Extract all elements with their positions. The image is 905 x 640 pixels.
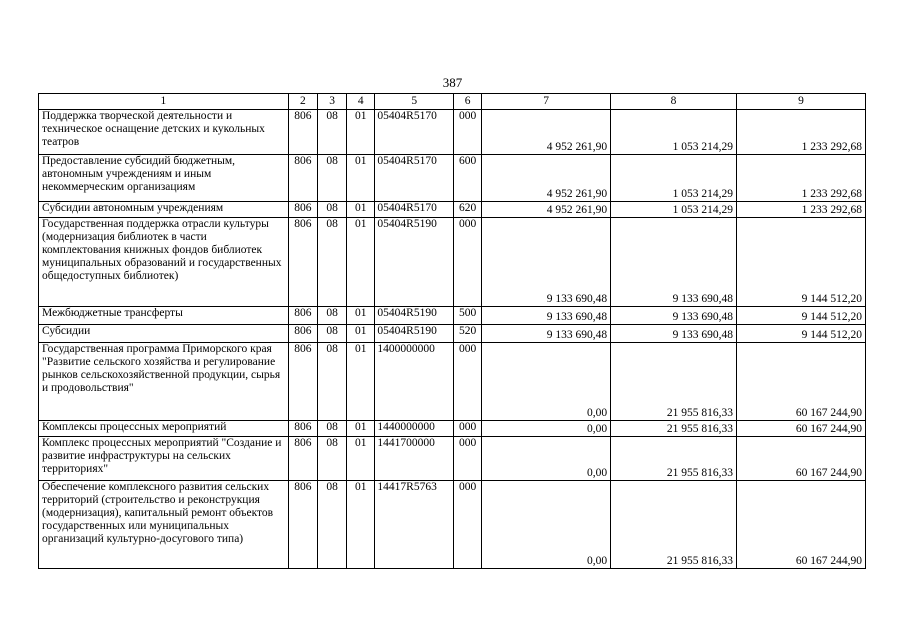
admin-code-cell: 806 (288, 218, 317, 307)
admin-code-cell: 806 (288, 202, 317, 218)
target-article-cell: 05404R5170 (375, 155, 454, 202)
target-article-cell: 14417R5763 (375, 481, 454, 569)
section-code-cell: 08 (318, 110, 347, 155)
amount-col9-cell: 60 167 244,90 (737, 437, 866, 481)
amount-col7-cell: 9 133 690,48 (482, 218, 611, 307)
amount-col7-cell: 4 952 261,90 (482, 110, 611, 155)
amount-col9-cell: 9 144 512,20 (737, 325, 866, 343)
header-row (39, 94, 866, 110)
expense-type-cell: 000 (453, 421, 481, 437)
amount-col9-cell: 60 167 244,90 (737, 481, 866, 569)
amount-col8-cell: 1 053 214,29 (611, 110, 737, 155)
amount-col8-cell: 21 955 816,33 (611, 343, 737, 421)
target-article-cell: 05404R5190 (375, 307, 454, 325)
row-name-cell: Комплекс процессных мероприятий "Создание и развитие инфраструктуры на сельских территориях" (39, 437, 289, 481)
table-row (39, 307, 866, 325)
section-code-cell: 08 (318, 481, 347, 569)
row-name-cell: Комплексы процессных мероприятий (39, 421, 289, 437)
subsection-code-cell: 01 (347, 343, 375, 421)
amount-col7-cell: 0,00 (482, 481, 611, 569)
section-code-cell: 08 (318, 307, 347, 325)
expense-type-cell: 000 (453, 437, 481, 481)
row-name-cell: Предоставление субсидий бюджетным, автономным учреждениям и иным некоммерческим организациям (39, 155, 289, 202)
target-article-cell: 1441700000 (375, 437, 454, 481)
row-name-cell: Субсидии (39, 325, 289, 343)
amount-col8-cell: 9 133 690,48 (611, 307, 737, 325)
amount-col8-cell: 21 955 816,33 (611, 437, 737, 481)
table-row (39, 421, 866, 437)
admin-code-cell: 806 (288, 155, 317, 202)
amount-col9-cell: 1 233 292,68 (737, 110, 866, 155)
amount-col8-cell: 21 955 816,33 (611, 421, 737, 437)
table-row (39, 325, 866, 343)
admin-code-cell: 806 (288, 421, 317, 437)
section-code-cell: 08 (318, 421, 347, 437)
subsection-code-cell: 01 (347, 437, 375, 481)
table-row (39, 110, 866, 155)
amount-col7-cell: 4 952 261,90 (482, 155, 611, 202)
row-name-cell: Межбюджетные трансферты (39, 307, 289, 325)
row-name-cell: Субсидии автономным учреждениям (39, 202, 289, 218)
amount-col9-cell: 60 167 244,90 (737, 421, 866, 437)
target-article-cell: 1400000000 (375, 343, 454, 421)
column-header: 7 (482, 94, 611, 110)
column-header: 3 (318, 94, 347, 110)
page-number: 387 (442, 75, 463, 90)
column-header: 9 (737, 94, 866, 110)
amount-col8-cell: 1 053 214,29 (611, 155, 737, 202)
subsection-code-cell: 01 (347, 202, 375, 218)
amount-col9-cell: 9 144 512,20 (737, 307, 866, 325)
amount-col7-cell: 0,00 (482, 421, 611, 437)
row-name-cell: Поддержка творческой деятельности и техническое оснащение детских и кукольных театров (39, 110, 289, 155)
budget-table (38, 93, 866, 569)
admin-code-cell: 806 (288, 437, 317, 481)
column-header: 2 (288, 94, 317, 110)
subsection-code-cell: 01 (347, 325, 375, 343)
row-name-cell: Государственная поддержка отрасли культуры (модернизация библиотек в части комплектования книжных фондов библиотек муниципальных образований и государственных общедоступных библиотек) (39, 218, 289, 307)
section-code-cell: 08 (318, 202, 347, 218)
target-article-cell: 05404R5170 (375, 110, 454, 155)
expense-type-cell: 620 (453, 202, 481, 218)
table-row (39, 202, 866, 218)
amount-col7-cell: 4 952 261,90 (482, 202, 611, 218)
table-row (39, 437, 866, 481)
amount-col8-cell: 9 133 690,48 (611, 325, 737, 343)
column-header: 5 (375, 94, 454, 110)
section-code-cell: 08 (318, 218, 347, 307)
subsection-code-cell: 01 (347, 421, 375, 437)
expense-type-cell: 000 (453, 110, 481, 155)
row-name-cell: Государственная программа Приморского края "Развитие сельского хозяйства и регулирование рынков сельскохозяйственной продукции, сырья и продовольствия" (39, 343, 289, 421)
amount-col8-cell: 9 133 690,48 (611, 218, 737, 307)
column-header: 8 (611, 94, 737, 110)
amount-col9-cell: 1 233 292,68 (737, 202, 866, 218)
table-row (39, 343, 866, 421)
expense-type-cell: 000 (453, 218, 481, 307)
admin-code-cell: 806 (288, 325, 317, 343)
admin-code-cell: 806 (288, 110, 317, 155)
amount-col7-cell: 0,00 (482, 437, 611, 481)
expense-type-cell: 520 (453, 325, 481, 343)
amount-col7-cell: 9 133 690,48 (482, 307, 611, 325)
row-name-cell: Обеспечение комплексного развития сельских территорий (строительство и реконструкция (модернизация), капитальный ремонт объектов государственных или муниципальных организаций культурно-досугового типа) (39, 481, 289, 569)
subsection-code-cell: 01 (347, 110, 375, 155)
subsection-code-cell: 01 (347, 218, 375, 307)
admin-code-cell: 806 (288, 307, 317, 325)
amount-col9-cell: 60 167 244,90 (737, 343, 866, 421)
section-code-cell: 08 (318, 325, 347, 343)
amount-col9-cell: 1 233 292,68 (737, 155, 866, 202)
section-code-cell: 08 (318, 437, 347, 481)
amount-col7-cell: 9 133 690,48 (482, 325, 611, 343)
admin-code-cell: 806 (288, 343, 317, 421)
subsection-code-cell: 01 (347, 155, 375, 202)
subsection-code-cell: 01 (347, 307, 375, 325)
target-article-cell: 05404R5190 (375, 218, 454, 307)
amount-col8-cell: 1 053 214,29 (611, 202, 737, 218)
section-code-cell: 08 (318, 343, 347, 421)
subsection-code-cell: 01 (347, 481, 375, 569)
target-article-cell: 05404R5170 (375, 202, 454, 218)
amount-col7-cell: 0,00 (482, 343, 611, 421)
amount-col9-cell: 9 144 512,20 (737, 218, 866, 307)
admin-code-cell: 806 (288, 481, 317, 569)
table-row (39, 481, 866, 569)
column-header: 6 (453, 94, 481, 110)
table-row (39, 218, 866, 307)
amount-col8-cell: 21 955 816,33 (611, 481, 737, 569)
table-row (39, 155, 866, 202)
section-code-cell: 08 (318, 155, 347, 202)
expense-type-cell: 600 (453, 155, 481, 202)
expense-type-cell: 500 (453, 307, 481, 325)
column-header: 1 (39, 94, 289, 110)
expense-type-cell: 000 (453, 343, 481, 421)
target-article-cell: 05404R5190 (375, 325, 454, 343)
target-article-cell: 1440000000 (375, 421, 454, 437)
column-header: 4 (347, 94, 375, 110)
expense-type-cell: 000 (453, 481, 481, 569)
